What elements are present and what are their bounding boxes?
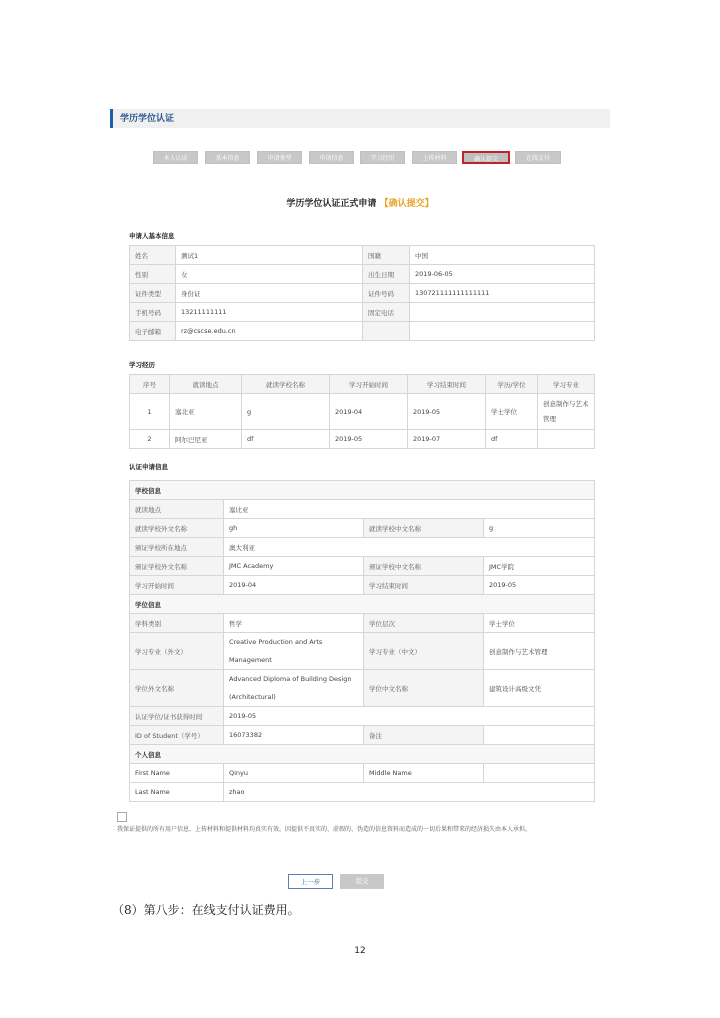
table-row <box>130 322 595 341</box>
cell: df <box>242 430 330 449</box>
table-row <box>130 557 595 576</box>
value-cell: 16073382 <box>224 726 364 745</box>
label-cell: 学位中文名称 <box>364 670 484 707</box>
label-cell: 学科类别 <box>130 614 224 633</box>
group-title: 学位信息 <box>130 595 595 614</box>
table-row <box>130 633 595 670</box>
value-cell: g <box>484 519 595 538</box>
step-1[interactable]: 本人认证 <box>153 151 198 164</box>
label-cell: 电子邮箱 <box>130 322 176 341</box>
group-row <box>130 481 595 500</box>
value-cell: 身份证 <box>176 284 363 303</box>
value-cell: 创意制作与艺术管理 <box>484 633 595 670</box>
label-cell: 颁证学校所在地点 <box>130 538 224 557</box>
step-3[interactable]: 申请类型 <box>257 151 302 164</box>
value-cell: 女 <box>176 265 363 284</box>
column-header: 就读地点 <box>170 375 242 394</box>
cell: 1 <box>130 394 170 430</box>
value-cell <box>224 670 364 707</box>
label-cell: ID of Student（学号） <box>130 726 224 745</box>
value-cell: 2019-05 <box>484 576 595 595</box>
value-cell: 塞比亚 <box>224 500 595 519</box>
value-cell: JMC Academy <box>224 557 364 576</box>
label-cell: 颁证学校外文名称 <box>130 557 224 576</box>
column-header: 学习结束时间 <box>408 375 486 394</box>
value-cell: gh <box>224 519 364 538</box>
table-header-row <box>130 375 595 394</box>
cell: 阿尔巴尼亚 <box>170 430 242 449</box>
label-cell: 就读地点 <box>130 500 224 519</box>
value-cell <box>410 303 595 322</box>
form-title-text: 学历学位认证正式申请 <box>286 199 377 209</box>
value-cell: 澳大利亚 <box>224 538 595 557</box>
column-header: 学历/学位 <box>486 375 538 394</box>
section-header <box>110 109 610 128</box>
group-title: 学校信息 <box>130 481 595 500</box>
column-header: 学习开始时间 <box>330 375 408 394</box>
label-cell: 认证学位/证书获得时间 <box>130 707 224 726</box>
group-title: 个人信息 <box>130 745 595 764</box>
value-line: Management <box>229 656 272 664</box>
cell <box>538 430 595 449</box>
applicant-heading: 申请人基本信息 <box>129 232 175 240</box>
step-8[interactable]: 在线支付 <box>515 151 561 164</box>
table-row <box>130 764 595 783</box>
value-cell: 2019-06-05 <box>410 265 595 284</box>
label-cell: 学位层次 <box>364 614 484 633</box>
value-cell: 2019-04 <box>224 576 364 595</box>
cert-table <box>129 480 595 802</box>
table-row <box>130 707 595 726</box>
label-cell: 备注 <box>364 726 484 745</box>
submit-button[interactable]: 提交 <box>340 874 384 889</box>
label-cell: 姓名 <box>130 246 176 265</box>
label-cell: 学习结束时间 <box>364 576 484 595</box>
value-cell: Qinyu <box>224 764 364 783</box>
table-row <box>130 614 595 633</box>
section-title: 学历学位认证 <box>120 114 175 124</box>
label-cell: 性别 <box>130 265 176 284</box>
cert-heading: 认证申请信息 <box>129 463 168 471</box>
form-title-tag: 【确认提交】 <box>379 199 434 209</box>
cell: 创意制作与艺术管理 <box>538 394 595 430</box>
value-cell: 中国 <box>410 246 595 265</box>
page-number: 12 <box>354 946 366 956</box>
value-cell <box>484 764 595 783</box>
label-cell: First Name <box>130 764 224 783</box>
table-row <box>130 394 595 430</box>
label-cell: 学习专业（外文） <box>130 633 224 670</box>
label-cell: 学位外文名称 <box>130 670 224 707</box>
step-6[interactable]: 上传材料 <box>412 151 457 164</box>
label-cell: 出生日期 <box>363 265 410 284</box>
table-row <box>130 783 595 802</box>
label-cell: 国籍 <box>363 246 410 265</box>
agree-checkbox[interactable] <box>117 812 127 822</box>
step-4[interactable]: 申请信息 <box>309 151 354 164</box>
cell: df <box>486 430 538 449</box>
form-title <box>0 196 720 209</box>
cell: 学士学位 <box>486 394 538 430</box>
value-cell: 2019-05 <box>224 707 595 726</box>
value-cell: 13211111111 <box>176 303 363 322</box>
label-cell: 固定电话 <box>363 303 410 322</box>
value-cell: 测试1 <box>176 246 363 265</box>
value-cell <box>484 726 595 745</box>
cell: 2019-05 <box>330 430 408 449</box>
value-cell: JMC学院 <box>484 557 595 576</box>
table-row <box>130 670 595 707</box>
value-cell: 哲学 <box>224 614 364 633</box>
cell: 塞北亚 <box>170 394 242 430</box>
column-header: 学习专业 <box>538 375 595 394</box>
study-heading: 学习经历 <box>129 361 155 369</box>
label-cell: 颁证学校中文名称 <box>364 557 484 576</box>
cell: 2019-04 <box>330 394 408 430</box>
label-cell: Last Name <box>130 783 224 802</box>
value-cell <box>410 322 595 341</box>
cell: g <box>242 394 330 430</box>
table-row <box>130 265 595 284</box>
column-header: 就读学校名称 <box>242 375 330 394</box>
cell: 2 <box>130 430 170 449</box>
declaration-text: 我保证提供的所有用户信息、上传材料和提供材料均真实有效。因提供不真实的、虚假的、伪造的信息资料而造成的一切后果和带来的经济损失由本人承担。 <box>117 826 532 833</box>
value-line: Creative Production and Arts <box>229 638 323 646</box>
cell: 2019-05 <box>408 394 486 430</box>
step-7-active[interactable]: 确认提交 <box>462 151 510 164</box>
value-cell: zhao <box>224 783 595 802</box>
label-cell: 证件类型 <box>130 284 176 303</box>
label-cell: 证件号码 <box>363 284 410 303</box>
table-row <box>130 576 595 595</box>
study-table <box>129 374 595 449</box>
table-row <box>130 519 595 538</box>
step-2[interactable]: 基本信息 <box>205 151 250 164</box>
table-row <box>130 500 595 519</box>
value-cell <box>224 633 364 670</box>
table-row <box>130 303 595 322</box>
column-header: 序号 <box>130 375 170 394</box>
value-line: (Architectural) <box>229 693 276 701</box>
value-cell: 建筑设计高级文凭 <box>484 670 595 707</box>
value-line: Advanced Diploma of Building Design <box>229 675 352 683</box>
applicant-table <box>129 245 595 341</box>
value-cell: rz@cscse.edu.cn <box>176 322 363 341</box>
group-row <box>130 745 595 764</box>
label-cell: 就读学校中文名称 <box>364 519 484 538</box>
label-cell: 学习开始时间 <box>130 576 224 595</box>
group-row <box>130 595 595 614</box>
prev-step-button[interactable]: 上一步 <box>288 874 333 889</box>
table-row <box>130 430 595 449</box>
step-5[interactable]: 学习经历 <box>360 151 405 164</box>
label-cell: 学习专业（中文） <box>364 633 484 670</box>
table-row <box>130 284 595 303</box>
value-cell: 学士学位 <box>484 614 595 633</box>
table-row <box>130 246 595 265</box>
label-cell: 手机号码 <box>130 303 176 322</box>
table-row <box>130 538 595 557</box>
label-cell: Middle Name <box>364 764 484 783</box>
table-row <box>130 726 595 745</box>
label-cell: 就读学校外文名称 <box>130 519 224 538</box>
label-cell <box>363 322 410 341</box>
step-caption: （8）第八步：在线支付认证费用。 <box>112 903 300 917</box>
cell: 2019-07 <box>408 430 486 449</box>
value-cell: 130721111111111111 <box>410 284 595 303</box>
